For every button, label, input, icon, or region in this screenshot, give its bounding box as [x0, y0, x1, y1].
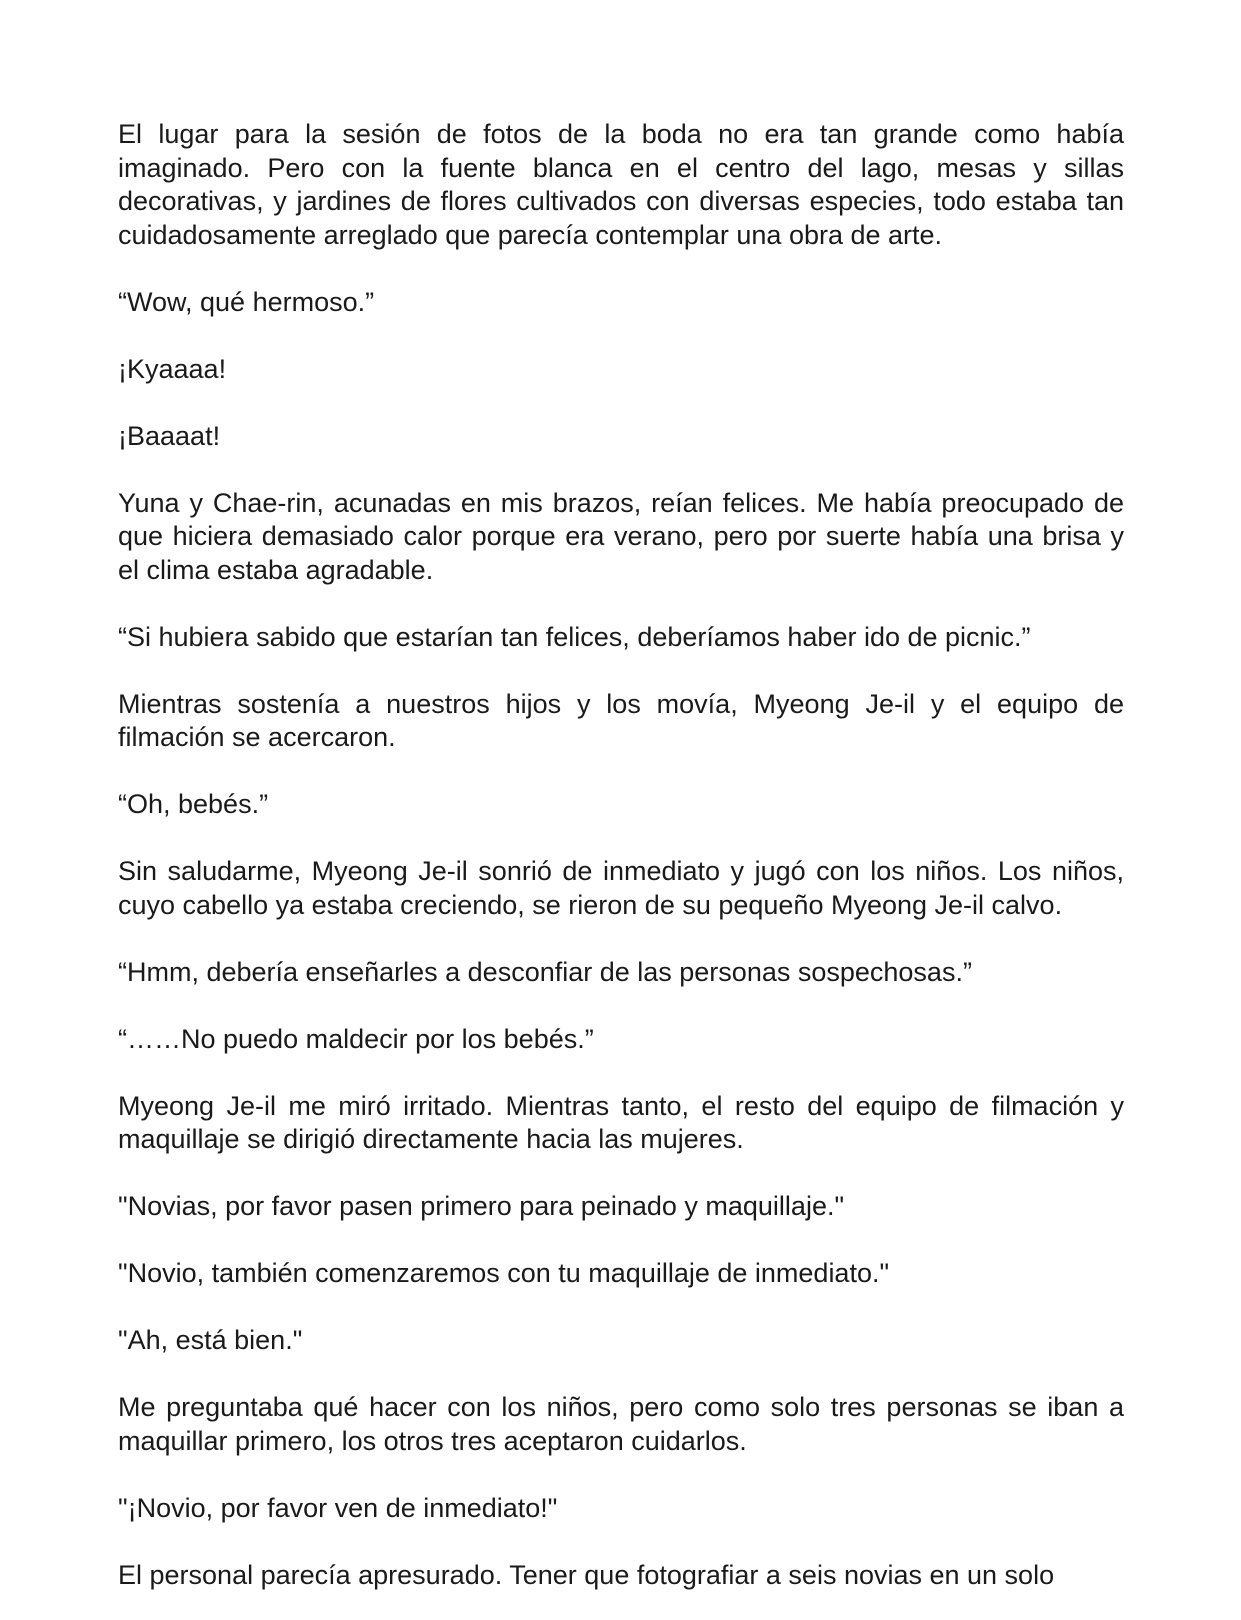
paragraph-17: "¡Novio, por favor ven de inmediato!" — [118, 1492, 558, 1523]
paragraph-14: "Novio, también comenzaremos con tu maquillaje de inmediato." — [118, 1258, 890, 1288]
paragraph-4: ¡Baaaat! — [118, 420, 221, 451]
paragraph-8: “Oh, bebés.” — [118, 789, 269, 819]
paragraph-15: "Ah, está bien." — [118, 1325, 303, 1355]
paragraph-18: El personal parecía apresurado. Tener que fotografiar a seis novias en un solo — [118, 1559, 1055, 1590]
paragraph-6: “Si hubiera sabido que estarían tan felices, deberíamos haber ido de picnic.” — [118, 621, 1031, 652]
paragraph-9: Sin saludarme, Myeong Je-il sonrió de inmediato y jugó con los niños. Los niños, cuyo cabello ya estaba creciendo, se rieron de su pequeño Myeong Je-il calvo. — [118, 856, 1124, 920]
paragraph-1: El lugar para la sesión de fotos de la boda no era tan grande como había imaginado. Pero con la fuente blanca en el centro del lago, mesas y sillas decorativas, y jardines de flores cultivados con diversas especies, todo estaba tan cuidadosamente arreglado que parecía contemplar una obra de arte. — [118, 119, 1124, 250]
document-body — [118, 118, 1124, 1620]
paragraph-16: Me preguntaba qué hacer con los niños, pero como solo tres personas se iban a maquillar primero, los otros tres aceptaron cuidarlos. — [118, 1392, 1124, 1456]
paragraph-3: ¡Kyaaaa! — [118, 353, 227, 384]
paragraph-5: Yuna y Chae-rin, acunadas en mis brazos, reían felices. Me había preocupado de que hiciera demasiado calor porque era verano, pero por suerte había una brisa y el clima estaba agradable. — [118, 487, 1124, 585]
paragraph-13: "Novias, por favor pasen primero para peinado y maquillaje." — [118, 1191, 845, 1221]
paragraph-12: Myeong Je-il me miró irritado. Mientras tanto, el resto del equipo de filmación y maquillaje se dirigió directamente hacia las mujeres. — [118, 1090, 1124, 1154]
paragraph-7: Mientras sostenía a nuestros hijos y los movía, Myeong Je-il y el equipo de filmación se acercaron. — [118, 688, 1124, 752]
paragraph-11: “……No puedo maldecir por los bebés.” — [118, 1023, 594, 1054]
paragraph-2: “Wow, qué hermoso.” — [118, 286, 375, 317]
paragraph-10: “Hmm, debería enseñarles a desconfiar de las personas sospechosas.” — [118, 956, 972, 987]
